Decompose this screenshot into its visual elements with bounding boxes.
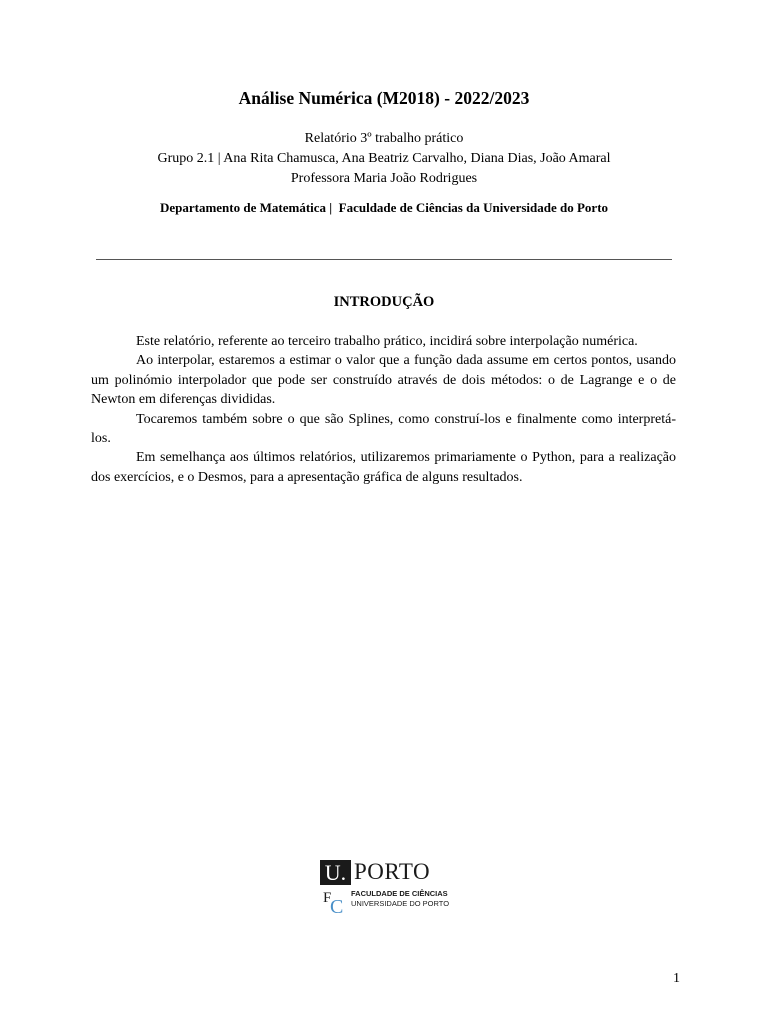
horizontal-divider: [96, 259, 672, 260]
logo-porto-text: PORTO: [354, 859, 431, 884]
svg-text:C: C: [330, 896, 344, 914]
university-logo: [320, 859, 460, 915]
logo-university-name: UNIVERSIDADE DO PORTO: [351, 899, 450, 908]
professor-name: Professora Maria João Rodrigues: [290, 171, 478, 186]
document-title: Análise Numérica (M2018) - 2022/2023: [238, 88, 530, 108]
page-number: 1: [673, 971, 680, 986]
paragraph: Tocaremos também sobre o que são Splines, como construí-los e finalmente como interpretá-los.: [91, 411, 676, 447]
fc-logo-icon: [322, 888, 348, 914]
report-subtitle: Relatório 3º trabalho prático: [304, 131, 464, 146]
group-authors: Grupo 2.1 | Ana Rita Chamusca, Ana Beatriz Carvalho, Diana Dias, João Amaral: [157, 151, 611, 166]
paragraph: Em semelhança aos últimos relatórios, utilizaremos primariamente o Python, para a realização dos exercícios, e o Desmos, para a apresentação gráfica de alguns resultados.: [91, 450, 676, 485]
department-line: Departamento de Matemática | Faculdade de Ciências da Universidade do Porto: [159, 200, 609, 215]
paragraph: Ao interpolar, estaremos a estimar o valor que a função dada assume em certos pontos, usando um polinómio interpolador que pode ser construído através de dois métodos: o de Lagrange e o de Newton em diferenças divididas.: [91, 353, 676, 408]
paragraph: Este relatório, referente ao terceiro trabalho prático, incidirá sobre interpolação numérica.: [136, 334, 638, 349]
logo-u-box: U.: [320, 860, 351, 885]
svg-text:F: F: [323, 890, 332, 906]
logo-faculty-name: FACULDADE DE CIÊNCIAS: [351, 889, 448, 898]
section-heading: INTRODUÇÃO: [333, 294, 435, 310]
introduction-body: [91, 332, 676, 487]
